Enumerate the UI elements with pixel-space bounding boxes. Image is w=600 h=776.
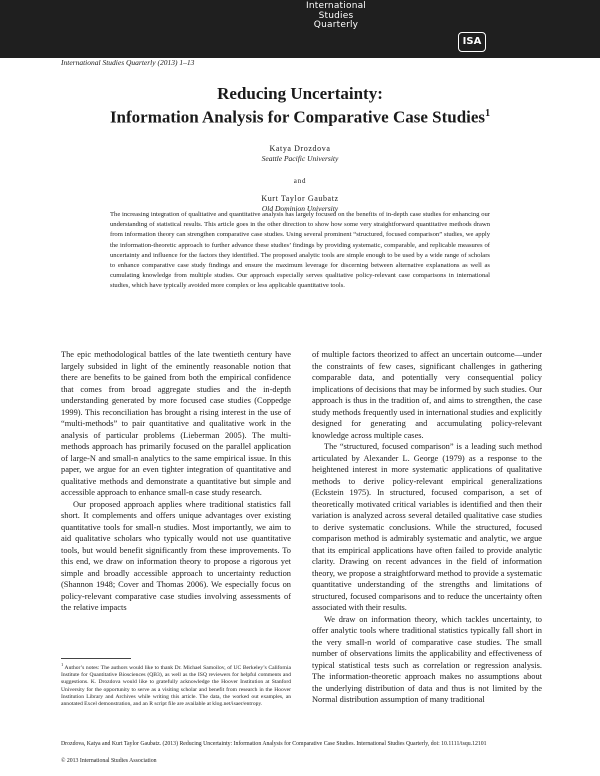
copyright: © 2013 International Studies Association (61, 758, 157, 764)
journal-name-line: Quarterly (313, 20, 359, 30)
journal-name-line: Studies (318, 10, 354, 21)
body-paragraph: The “structured, focused comparison” is a leading such method articulated by Alexander L. George (1979) as a response to the heightened interest in more systematic applications of qualitative methods to derive policy-relevant empirical generalizations (Eckstein 1975). In structured, focused comparison, a set of theoretically motivated critical variables is identified and then their variation is analyzed across several detailed qualitative case studies to derive systematic conclusions. While the structured, focused comparison method is admirably systematic and analytic, we argue that its empirical applications have often failed to provide analytic clarity. Drawing on recent advances in the field of information theory, we propose a straightforward method to provide a systematic quantitative understanding of the strengths and limitations of structured, focused comparisons and to reduce the uncertainty often associated with their results. (312, 442, 542, 612)
article-title-text: Information Analysis for Comparative Case Studies (109, 107, 486, 127)
author-name: Katya Drozdova (269, 143, 331, 153)
title-footnote-mark[interactable]: 1 (485, 108, 491, 119)
citation: Drozdova, Katya and Kurt Taylor Gaubatz. (2013) Reducing Uncertainty: Information Analysis for Comparative Case Studies. International Studies Quarterly, doi: 10.1111/isqu.12101 (61, 741, 487, 747)
article-title-line2 (0, 104, 600, 128)
journal-banner (0, 0, 600, 58)
footnote-mark: 1 (61, 662, 64, 667)
author-name: Kurt Taylor Gaubatz (261, 193, 339, 203)
body-column-right (312, 349, 542, 706)
abstract: The increasing integration of qualitative and quantitative analysis has largely focused on the benefits of in-depth case studies for enhancing our understanding of statistical results. This article goes in the other direction to show how some very straightforward quantitative methods drawn from information theory can strengthen comparative case studies. Using several prominent “structured, focused comparison” studies, we apply the information-theoretic approach to further advance these studies’ findings by providing systematic, comparable, and replicable measures of uncertainty and influence for the factors they identified. The proposed analytic tools are simple enough to be used by a wide range of scholars to enhance comparative case study findings and ensure the maximum leverage for discerning between alternative explanations as well as cumulating knowledge from multiple studies. Our approach especially serves qualitative policy-relevant case comparisons in international studies, which have typically avoided more complex or less applicable quantitative tools. (110, 211, 490, 290)
journal-name (286, 2, 386, 31)
body-paragraph: The epic methodological battles of the late twentieth century have largely subsided in light of the eminently reasonable notion that there are benefits to be gained from both the empirical confidence that comes from broad aggregate studies and the in-depth understanding generated by more focused case studies (Coppedge 1999). This reconciliation has brought a rising interest in the use of “multi-methods” to pair quantitative and qualitative work in the analysis of particular problems (Lieberman 2005). The multi-methods approach has primarily focused on the parallel application of large-N and small-n analytics to the same empirical issue. In this paper, we argue for an even tighter integration of quantitative and qualitative methods and demonstrate a quantitative but simple and accessible approach to enhance small-n case study research. (61, 350, 291, 497)
author-affiliation: Old Dominion University (261, 203, 339, 213)
footnote-divider (61, 658, 131, 659)
body-column-left (61, 349, 291, 614)
footnote-text: Author’s notes: The authors would like to thank Dr. Michael Samoilov, of UC Berkeley’s California Institute for Quantitative Biosciences (QB3), as well as the ISQ reviewers for helpful comments and suggestions. K. Drozdova would like to gratefully acknowledge the Hoover Institution at Stanford University for the opportunity to serve as a visiting scholar and benefit from research in the Hoover Institution Library and Archives while writing this article. The data, the worked out examples, an annotated Excel demonstration, and an R script file are available at klog.net/isaer/entropy. (61, 664, 292, 708)
article-title-line1: Reducing Uncertainty: (217, 84, 383, 103)
body-paragraph: We draw on information theory, which tackles uncertainty, to offer analytic tools where traditional statistics typically fall short in the very small-n world of comparative case studies. The small number of observations limits the applicability and effectiveness of typical statistical tests such as correlation or regression analysis. The information-theoretic approach makes no assumptions about the underlying distribution of data and thus is not limited by the Normal distribution assumption of many traditional (312, 614, 542, 704)
body-paragraph: of multiple factors theorized to affect an uncertain outcome—under the constraints of few cases, significant challenges in gathering comparable data, and potentially very consequential policy implications of decisions that may be informed by such studies. Our approach is thus in the tradition of, and aims to strengthen, the case study methods frequently used in international studies and explicitly designed for generating and accumulating policy-relevant knowledge across multiple cases. (312, 350, 542, 440)
and-separator: and (293, 176, 307, 185)
author-affiliation: Seattle Pacific University (261, 153, 339, 163)
body-paragraph: Our proposed approach applies where traditional statistics fall short. It complements and offers unique advantages over existing quantitative tools for small-n studies. Most importantly, we aim to aid qualitative scholars who typically would not use quantitative tools, but would benefit significantly from these improvements. To this end, we draw on information theory to propose a rigorous yet simple and broadly accessible approach to uncertainty reduction (Shannon 1948; Cover and Thomas 2006). We especially focus on policy-relevant comparative case studies involving assessments of the relative impacts (61, 499, 291, 612)
isa-logo-icon: ISA (458, 32, 486, 52)
footnote (61, 661, 291, 709)
journal-name-line: International (305, 1, 367, 11)
running-head: International Studies Quarterly (2013) 1–13 (61, 58, 195, 67)
article-header (0, 84, 600, 214)
